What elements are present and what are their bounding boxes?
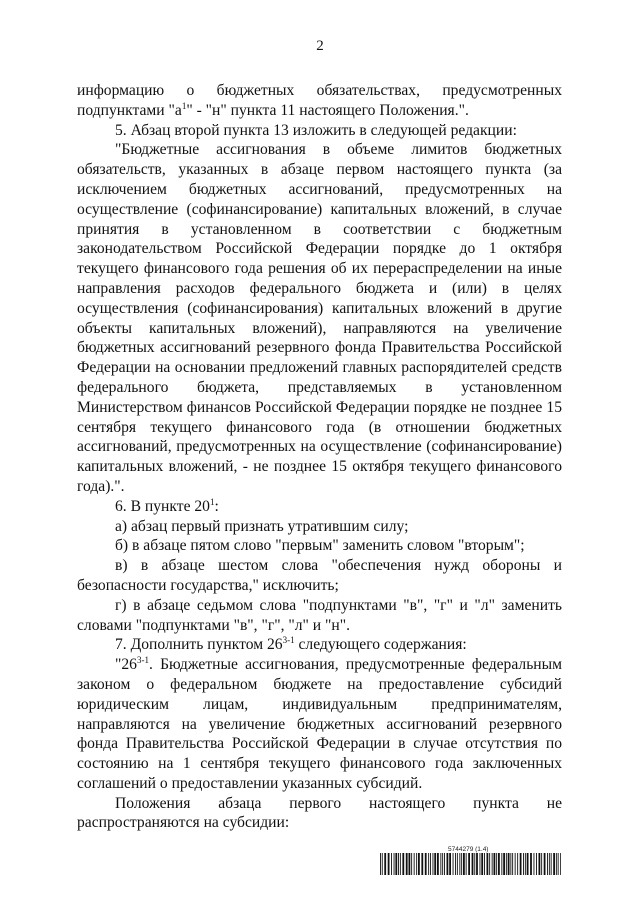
barcode-bar — [453, 853, 454, 875]
page-number: 2 — [316, 38, 324, 54]
superscript: 3-1 — [282, 635, 295, 646]
barcode-bar — [416, 853, 417, 875]
barcode-bar — [457, 853, 458, 875]
paragraph-text: 5. Абзац второй пункта 13 изложить в следующей редакции: — [115, 121, 517, 139]
barcode-bar — [484, 853, 485, 875]
barcode-bar — [394, 853, 395, 875]
paragraph-text: информацию о бюджетных обязательствах, предусмотренных подпунктами "а — [77, 82, 562, 119]
paragraph — [77, 517, 562, 537]
paragraph-text: в) в абзаце шестом слова "обеспечения нужд обороны и безопасности государства," исключить; — [77, 557, 562, 594]
barcode-bar — [489, 853, 490, 875]
barcode-bar — [498, 853, 500, 875]
barcode-bar — [515, 853, 516, 875]
barcode-bar — [391, 853, 392, 875]
barcode-bar — [425, 853, 427, 875]
barcode-bar — [551, 853, 552, 875]
barcode-bar — [437, 853, 439, 875]
document-body — [77, 81, 562, 833]
superscript: 3-1 — [136, 654, 149, 665]
barcode-bar — [395, 853, 397, 875]
barcode-bar — [406, 853, 408, 875]
barcode-bar — [434, 853, 436, 875]
paragraph-text: 7. Дополнить пунктом 26 — [115, 636, 283, 654]
barcode-bar — [556, 853, 557, 875]
barcode-bar — [466, 853, 467, 875]
paragraph-text: б) в абзаце пятом слово "первым" заменить словом "вторым"; — [115, 537, 525, 555]
barcode-bar — [402, 853, 404, 875]
paragraph — [77, 497, 562, 517]
paragraph-text: : — [214, 497, 219, 515]
barcode-bar — [508, 853, 510, 875]
paragraph-text: "Бюджетные ассигнования в объеме лимитов бюджетных обязательств, указанных в абзаце первом настоящего пункта (за исключением бюджетных ассигнований, предусмотренных на осуществление (софинансирование) капитальных вложений, в случае принятия в установленном в соответствии с бюджетным законодательством Российской Федерации порядке до 1 октября текущего финансового года решения об их перераспределении на иные направления расходов федерального бюджета и (или) в целях осуществления (софинансирования) капитальных вложений в другие объекты капитальных вложений), направляются на увеличение бюджетных ассигнований резервного фонда Правительства Российской Федерации на основании предложений главных распорядителей средств федерального бюджета, представляемых в установленном Министерством финансов Российской Федерации порядке не позднее 15 сентября текущего финансового года (в отношении бюджетных ассигнований, предусмотренных на осуществление (софинансирование) капитальных вложений, - не позднее 15 октября текущего финансового года).". — [77, 141, 562, 495]
barcode-bar — [481, 853, 483, 875]
barcode-bar — [411, 853, 412, 875]
barcode-bar — [544, 853, 546, 875]
paragraph — [77, 794, 562, 834]
barcode-bar — [455, 853, 456, 875]
paragraph-text: . Бюджетные ассигнования, предусмотренные федеральным законом о федеральном бюджете на предоставление субсидий юридическим лицам, индивидуальным предпринимателям, направляются на увеличение бюджетных ассигнований резервного фонда Правительства Российской Федерации в случае отсутствия по состоянию на 1 сентября текущего финансового года заключенных соглашений о предоставлении указанных субсидий. — [77, 656, 562, 792]
barcode-bar — [525, 853, 526, 875]
barcode-bar — [539, 853, 541, 875]
paragraph-text: "26 — [115, 656, 137, 674]
paragraph — [77, 655, 562, 794]
barcode-bar — [382, 853, 383, 875]
superscript: 1 — [209, 496, 215, 507]
paragraph — [77, 556, 562, 596]
barcode-bar — [560, 853, 561, 875]
paragraph — [77, 536, 562, 556]
paragraph — [77, 140, 562, 496]
barcode-bar — [480, 853, 481, 875]
barcode-bar — [468, 853, 470, 875]
barcode-bar — [398, 853, 399, 875]
barcode-bar — [388, 853, 390, 875]
barcode-bar — [461, 853, 462, 875]
barcode-bar — [492, 853, 493, 875]
barcode-bar — [428, 853, 429, 875]
barcode-bar — [414, 853, 415, 875]
paragraph — [77, 596, 562, 636]
barcode — [380, 853, 561, 875]
paragraph-text: 6. В пункте 20 — [115, 497, 210, 515]
barcode-bar — [541, 853, 542, 875]
barcode-bar — [547, 853, 548, 875]
barcode-bar — [380, 853, 381, 875]
superscript: 1 — [181, 100, 187, 111]
barcode-bar — [549, 853, 550, 875]
barcode-bar — [503, 853, 505, 875]
barcode-bar — [520, 853, 522, 875]
barcode-bar — [558, 853, 559, 875]
paragraph-text: а) абзац первый признать утратившим силу; — [115, 517, 409, 535]
barcode-bar — [449, 853, 451, 875]
barcode-bar — [447, 853, 449, 875]
barcode-bar — [510, 853, 511, 875]
paragraph — [77, 121, 562, 141]
barcode-bar — [421, 853, 423, 875]
barcode-bar — [494, 853, 496, 875]
barcode-bar — [409, 853, 411, 875]
paragraph-text: следующего содержания: — [294, 636, 467, 654]
barcode-bar — [459, 853, 460, 875]
barcode-bar — [527, 853, 529, 875]
barcode-bar — [523, 853, 524, 875]
document-code: 5744279 (1.4) — [448, 846, 489, 853]
barcode-bar — [506, 853, 507, 875]
paragraph — [77, 81, 562, 121]
barcode-bar — [530, 853, 532, 875]
barcode-bar — [430, 853, 431, 875]
barcode-bar — [512, 853, 513, 875]
barcode-bar — [476, 853, 478, 875]
barcode-bar — [553, 853, 555, 875]
barcode-bar — [472, 853, 474, 875]
paragraph-text: Положения абзаца первого настоящего пункта не распространяются на субсидии: — [77, 794, 562, 832]
barcode-bar — [418, 853, 420, 875]
paragraph-text: " - "н" пункта 11 настоящего Положения.". — [186, 101, 469, 119]
barcode-bar — [487, 853, 489, 875]
barcode-bar — [474, 853, 475, 875]
paragraph — [77, 635, 562, 655]
barcode-bar — [534, 853, 535, 875]
barcode-bar — [496, 853, 497, 875]
barcode-bar — [517, 853, 518, 875]
barcode-bar — [440, 853, 441, 875]
barcode-bar — [463, 853, 465, 875]
barcode-bar — [384, 853, 386, 875]
paragraph-text: г) в абзаце седьмом слова "подпунктами "в", "г" и "л" заменить словами "подпунктами "в", "г", "л" и "н". — [77, 596, 562, 634]
barcode-bar — [433, 853, 434, 875]
barcode-bar — [501, 853, 502, 875]
barcode-bar — [444, 853, 445, 875]
barcode-bar — [442, 853, 443, 875]
barcode-bar — [536, 853, 537, 875]
barcode-bar — [400, 853, 401, 875]
